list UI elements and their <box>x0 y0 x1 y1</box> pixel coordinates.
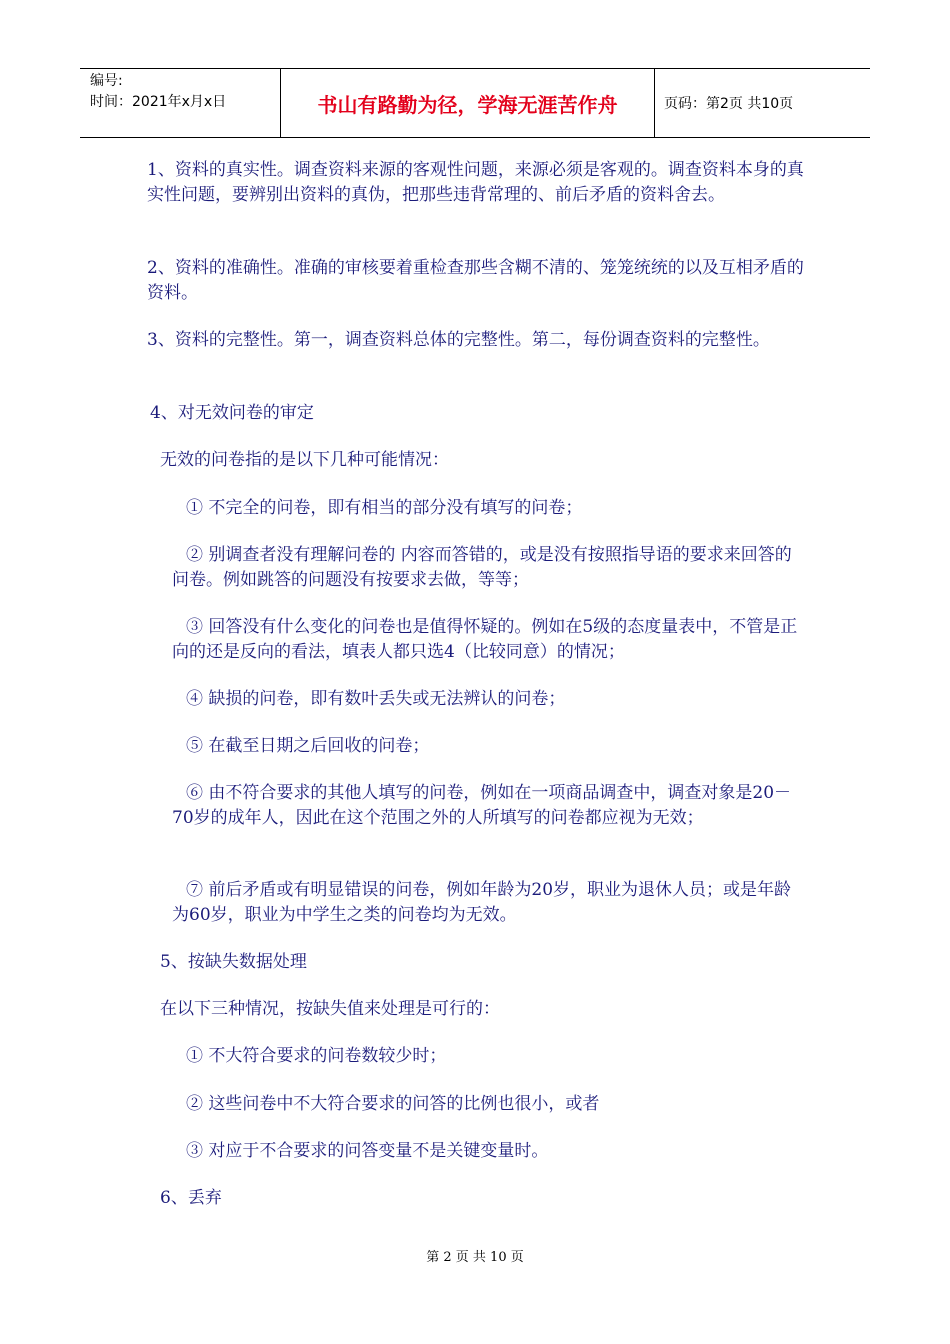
heading-invalid-questionnaire: 4、对无效问卷的审定 <box>150 403 314 423</box>
page-header <box>80 68 870 138</box>
paragraph-invalid-intro: 无效的问卷指的是以下几种可能情况： <box>160 450 449 470</box>
list-item-6: ⑥ 由不符合要求的其他人填写的问卷，例如在一项商品调查中，调查对象是20－70岁的成年人，因此在这个范围之外的人所填写的问卷都应视为无效； <box>172 783 792 828</box>
header-page-info: 页码：第2页 共10页 <box>664 96 794 112</box>
list-item-4: ④ 缺损的问卷，即有数叶丢失或无法辨认的问卷； <box>186 689 566 709</box>
header-meta <box>80 69 281 137</box>
paragraph-missing-intro: 在以下三种情况，按缺失值来处理是可行的： <box>160 999 500 1019</box>
list-item-1: ① 不完全的问卷，即有相当的部分没有填写的问卷； <box>186 498 583 518</box>
list-item-2: ② 别调查者没有理解问卷的 内容而答错的，或是没有按照指导语的要求来回答的问卷。例如跳答的问题没有按要求去做，等等； <box>172 545 792 590</box>
page-footer: 第 2 页 共 10 页 <box>426 1250 524 1265</box>
time-label: 时间：2021年x月x日 <box>90 94 227 110</box>
list-item-7: ⑦ 前后矛盾或有明显错误的问卷，例如年龄为20岁，职业为退休人员；或是年龄为60岁，职业为中学生之类的问卷均为无效。 <box>172 880 792 925</box>
header-motto: 书山有路勤为径，学海无涯苦作舟 <box>281 69 655 137</box>
paragraph-completeness: 3、资料的完整性。第一，调查资料总体的完整性。第二，每份调查资料的完整性。 <box>147 330 770 350</box>
paragraph-authenticity: 1、资料的真实性。调查资料来源的客观性问题，来源必须是客观的。调查资料本身的真实性问题，要辨别出资料的真伪，把那些违背常理的、前后矛盾的资料舍去。 <box>147 160 804 205</box>
heading-discard: 6、丢弃 <box>160 1188 222 1208</box>
missing-item-1: ① 不大符合要求的问卷数较少时； <box>186 1046 447 1066</box>
missing-item-3: ③ 对应于不合要求的问答变量不是关键变量时。 <box>186 1141 549 1161</box>
paragraph-accuracy: 2、资料的准确性。准确的审核要着重检查那些含糊不清的、笼笼统统的以及互相矛盾的资料。 <box>147 258 804 303</box>
list-item-5: ⑤ 在截至日期之后回收的问卷； <box>186 736 430 756</box>
number-label: 编号: <box>90 73 123 89</box>
missing-item-2: ② 这些问卷中不大符合要求的问答的比例也很小，或者 <box>186 1094 600 1114</box>
list-item-3: ③ 回答没有什么变化的问卷也是值得怀疑的。例如在5级的态度量表中，不管是正向的还是反向的看法，填表人都只选4（比较同意）的情况； <box>172 617 798 662</box>
heading-missing-data: 5、按缺失数据处理 <box>160 952 307 972</box>
